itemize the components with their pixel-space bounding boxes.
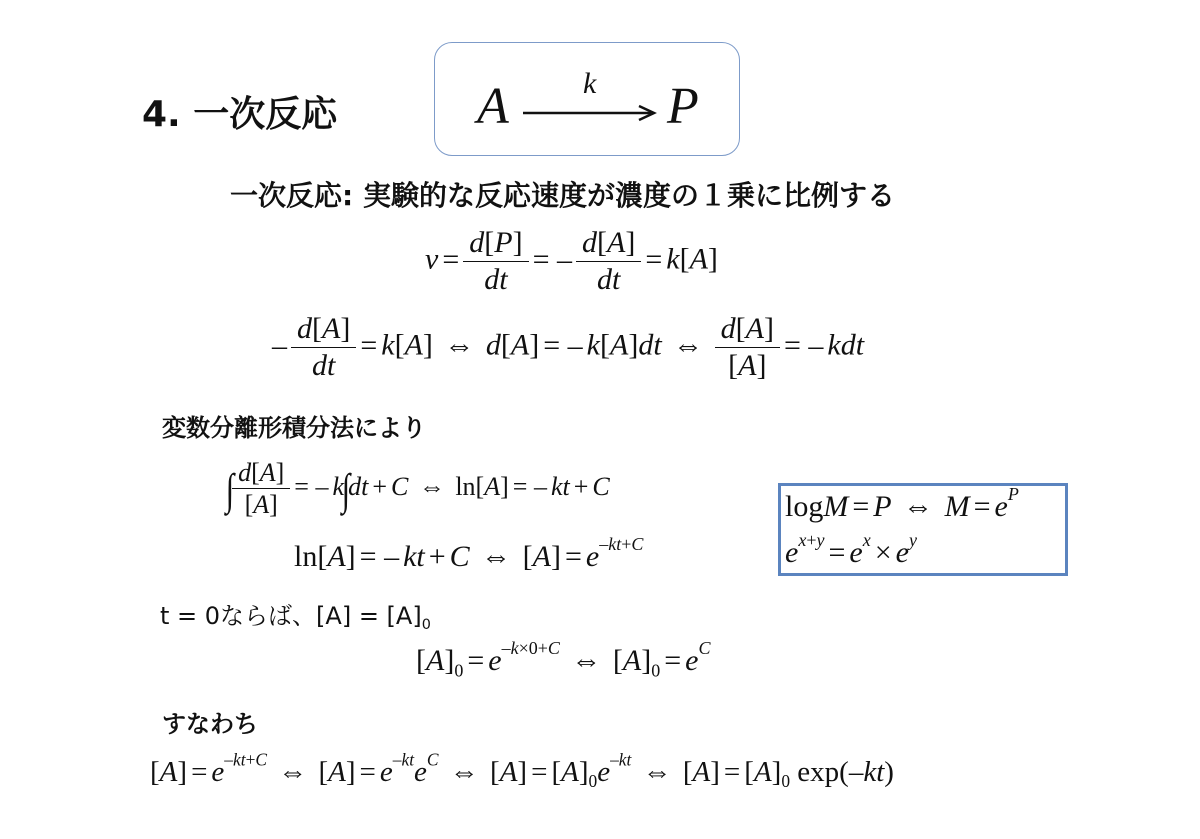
integral-equation: ∫ $\frac{d[A]}{[A]}$ = – k∫dt + C ⇔ ln[A] = – kt + C <box>225 458 610 519</box>
initial-value-equation: $[A]_0 = e^{-k\times 0+C}$ ⇔ $[A]_0 = e^C$ <box>416 637 711 681</box>
rate-constant-label: k <box>583 67 597 100</box>
reaction-arrow-icon <box>523 103 663 123</box>
formula-reference-box <box>778 483 1068 576</box>
rate-law-equation: v = $\frac{d[P]}{dt}$ = – $\frac{d[A]}{dt}$ = k[A] <box>425 226 718 296</box>
therefore-text: すなわち <box>162 710 258 738</box>
log-solution-equation: ln[A] = – kt + C ⇔ $[A] = e^{-kt+C}$ <box>294 533 644 573</box>
reaction-box <box>434 42 740 156</box>
separation-method-text: 変数分離形積分法により <box>162 414 426 442</box>
product-label: P <box>667 78 699 135</box>
slide-title: 4. 一次反応 <box>142 94 338 135</box>
final-solution-equation: $[A] = e^{-kt+C}$ ⇔ $[A] = e^{-kt}e^C$ ⇔ $[A] = [A]_0e^{-kt}$ ⇔ $[A] = [A]_0$ exp(–kt) <box>150 749 894 792</box>
initial-condition-main: t = 0ならば、[A] = [A] <box>160 602 422 630</box>
reactant-label: A <box>477 78 509 135</box>
initial-condition-subscript: 0 <box>421 617 431 634</box>
definition-text: 一次反応: 実験的な反応速度が濃度の１乗に比例する <box>230 179 895 212</box>
separation-equation: – $\frac{d[A]}{dt}$ = k[A] ⇔ d[A] = – k[A]dt ⇔ $\frac{d[A]}{[A]}$ = – kdt <box>272 312 865 382</box>
exp-identity: $e^{x+y} = e^x \times e^y$ <box>785 529 917 569</box>
log-identity: logM = P ⇔ $M = e^P$ <box>785 483 1019 523</box>
initial-condition-text <box>160 596 431 634</box>
